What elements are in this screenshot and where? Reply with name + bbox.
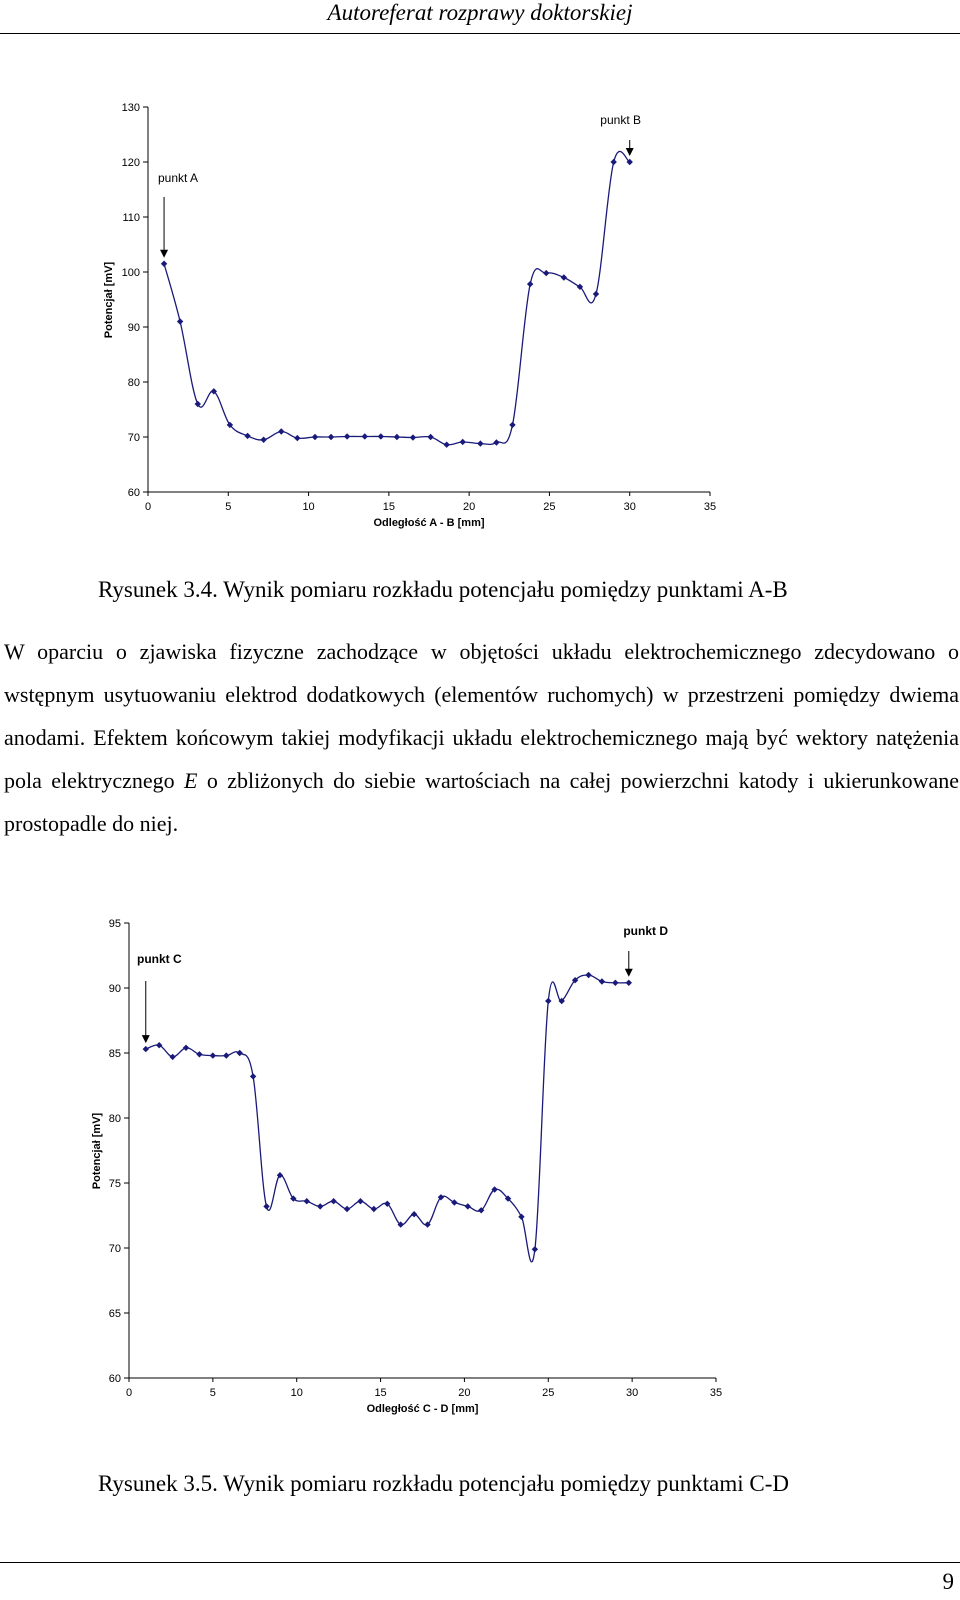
data-point-marker (294, 435, 300, 441)
data-point-marker (357, 1198, 363, 1204)
data-point-marker (378, 433, 384, 439)
x-tick-label: 0 (144, 501, 152, 513)
data-point-marker (518, 1214, 524, 1220)
x-tick-label: 25 (542, 1387, 555, 1399)
data-point-marker (143, 1046, 149, 1052)
x-tick-label: 30 (626, 1387, 639, 1399)
data-point-marker (532, 1246, 538, 1252)
data-point-marker (451, 1199, 457, 1205)
data-point-marker (169, 1054, 175, 1060)
data-point-marker (330, 1198, 336, 1204)
x-tick-label: 15 (382, 501, 395, 513)
x-tick-label: 25 (543, 501, 556, 513)
y-tick-label: 85 (108, 1048, 121, 1060)
data-point-marker (250, 1073, 256, 1079)
footer-divider (0, 1562, 960, 1563)
data-point-marker (210, 1052, 216, 1058)
y-axis-title: Potencjał [mV] (91, 1112, 103, 1190)
body-paragraph (4, 630, 959, 845)
data-point-marker (304, 1198, 310, 1204)
x-tick-label: 35 (709, 1387, 723, 1399)
data-point-marker (177, 318, 183, 324)
data-point-marker (593, 291, 599, 297)
y-tick-label: 75 (108, 1178, 121, 1190)
field-symbol-e: E (184, 768, 198, 793)
page-number: 9 (942, 1569, 954, 1594)
x-tick-label: 10 (290, 1387, 303, 1399)
y-tick-label: 110 (122, 212, 140, 224)
y-tick-label: 90 (127, 322, 140, 334)
paragraph-text-part-1: W oparciu o zjawiska fizyczne zachodzące w objętości układu elektrochemicznego zdecydowano o wstępnym usytuowaniu elektrod dodatkowych (elementów ruchomych) w przestrzeni pomiędzy dwiema anodami. Efektem końcowym takiej modyfikacji układu elektrochemicznego mają być wektory natężenia pola elektrycznego (4, 639, 959, 793)
data-point-marker (223, 1052, 229, 1058)
x-tick-label: 30 (623, 501, 636, 513)
data-point-marker (410, 434, 416, 440)
header-divider (0, 33, 960, 34)
annotation-arrow-head (160, 250, 168, 258)
data-point-marker (493, 439, 499, 445)
data-point-marker (460, 439, 466, 445)
x-tick-label: 5 (225, 501, 232, 513)
data-point-marker (344, 1206, 350, 1212)
y-tick-label: 60 (108, 1373, 121, 1385)
data-point-marker (543, 270, 549, 276)
x-tick-label: 15 (374, 1387, 387, 1399)
data-point-marker (183, 1045, 189, 1051)
y-tick-label: 60 (127, 487, 140, 499)
data-point-marker (610, 159, 616, 165)
data-point-marker (236, 1050, 242, 1056)
x-tick-label: 20 (458, 1387, 471, 1399)
y-axis-title: Potencjał [mV] (103, 261, 115, 339)
data-point-marker (612, 980, 618, 986)
x-axis-title: Odległość A - B [mm] (373, 517, 485, 529)
x-tick-label: 10 (302, 501, 315, 513)
y-tick-label: 80 (108, 1113, 121, 1125)
annotation-label: punkt A (158, 171, 199, 185)
data-point-marker (427, 434, 433, 440)
chart-potential-c-d (0, 915, 960, 1455)
data-point-marker (465, 1203, 471, 1209)
paragraph-text-part-2: o zbliżonych do siebie wartościach na całej powierzchni katody i ukierunkowane prostopadle do niej. (4, 768, 959, 836)
data-point-marker (161, 261, 167, 267)
data-point-marker (626, 980, 632, 986)
data-point-marker (394, 434, 400, 440)
data-point-marker (477, 440, 483, 446)
data-point-marker (599, 978, 605, 984)
data-point-marker (278, 428, 284, 434)
data-point-marker (527, 281, 533, 287)
y-tick-label: 80 (127, 377, 140, 389)
y-tick-label: 65 (108, 1308, 121, 1320)
y-tick-label: 70 (108, 1243, 121, 1255)
data-point-marker (328, 434, 334, 440)
data-point-marker (371, 1206, 377, 1212)
data-point-marker (244, 433, 250, 439)
y-tick-label: 130 (121, 102, 140, 114)
data-point-marker (585, 972, 591, 978)
chart-potential-a-b (0, 90, 960, 550)
data-point-marker (561, 274, 567, 280)
x-tick-label: 5 (209, 1387, 216, 1399)
annotation-arrow-head (626, 148, 634, 156)
x-tick-label: 0 (125, 1387, 133, 1399)
y-tick-label: 100 (121, 267, 140, 279)
data-point-marker (411, 1211, 417, 1217)
annotation-label: punkt C (137, 952, 182, 966)
y-tick-label: 90 (108, 983, 121, 995)
x-tick-label: 35 (703, 501, 717, 513)
data-point-marker (344, 433, 350, 439)
annotation-label: punkt B (600, 113, 641, 127)
annotation-arrow-head (625, 969, 633, 977)
data-point-marker (196, 1051, 202, 1057)
annotation-arrow-head (142, 1035, 150, 1043)
data-point-marker (362, 433, 368, 439)
data-point-marker (312, 434, 318, 440)
y-tick-label: 120 (121, 157, 140, 169)
data-point-marker (260, 437, 266, 443)
annotation-label: punkt D (623, 924, 668, 938)
data-point-marker (156, 1042, 162, 1048)
series-line (164, 151, 630, 444)
running-header: Autoreferat rozprawy doktorskiej (327, 0, 633, 25)
data-point-marker (509, 422, 515, 428)
data-point-marker (277, 1172, 283, 1178)
figure-caption-3-5: Rysunek 3.5. Wynik pomiaru rozkładu potencjału pomiędzy punktami C-D (98, 1471, 789, 1496)
x-axis-title: Odległość C - D [mm] (366, 1403, 479, 1415)
y-tick-label: 70 (127, 432, 140, 444)
data-point-marker (443, 442, 449, 448)
data-point-marker (263, 1203, 269, 1209)
series-line (146, 975, 629, 1262)
figure-caption-3-4: Rysunek 3.4. Wynik pomiaru rozkładu potencjału pomiędzy punktami A-B (98, 577, 788, 602)
data-point-marker (317, 1203, 323, 1209)
x-tick-label: 20 (463, 501, 476, 513)
y-tick-label: 95 (108, 918, 121, 930)
data-point-marker (545, 998, 551, 1004)
